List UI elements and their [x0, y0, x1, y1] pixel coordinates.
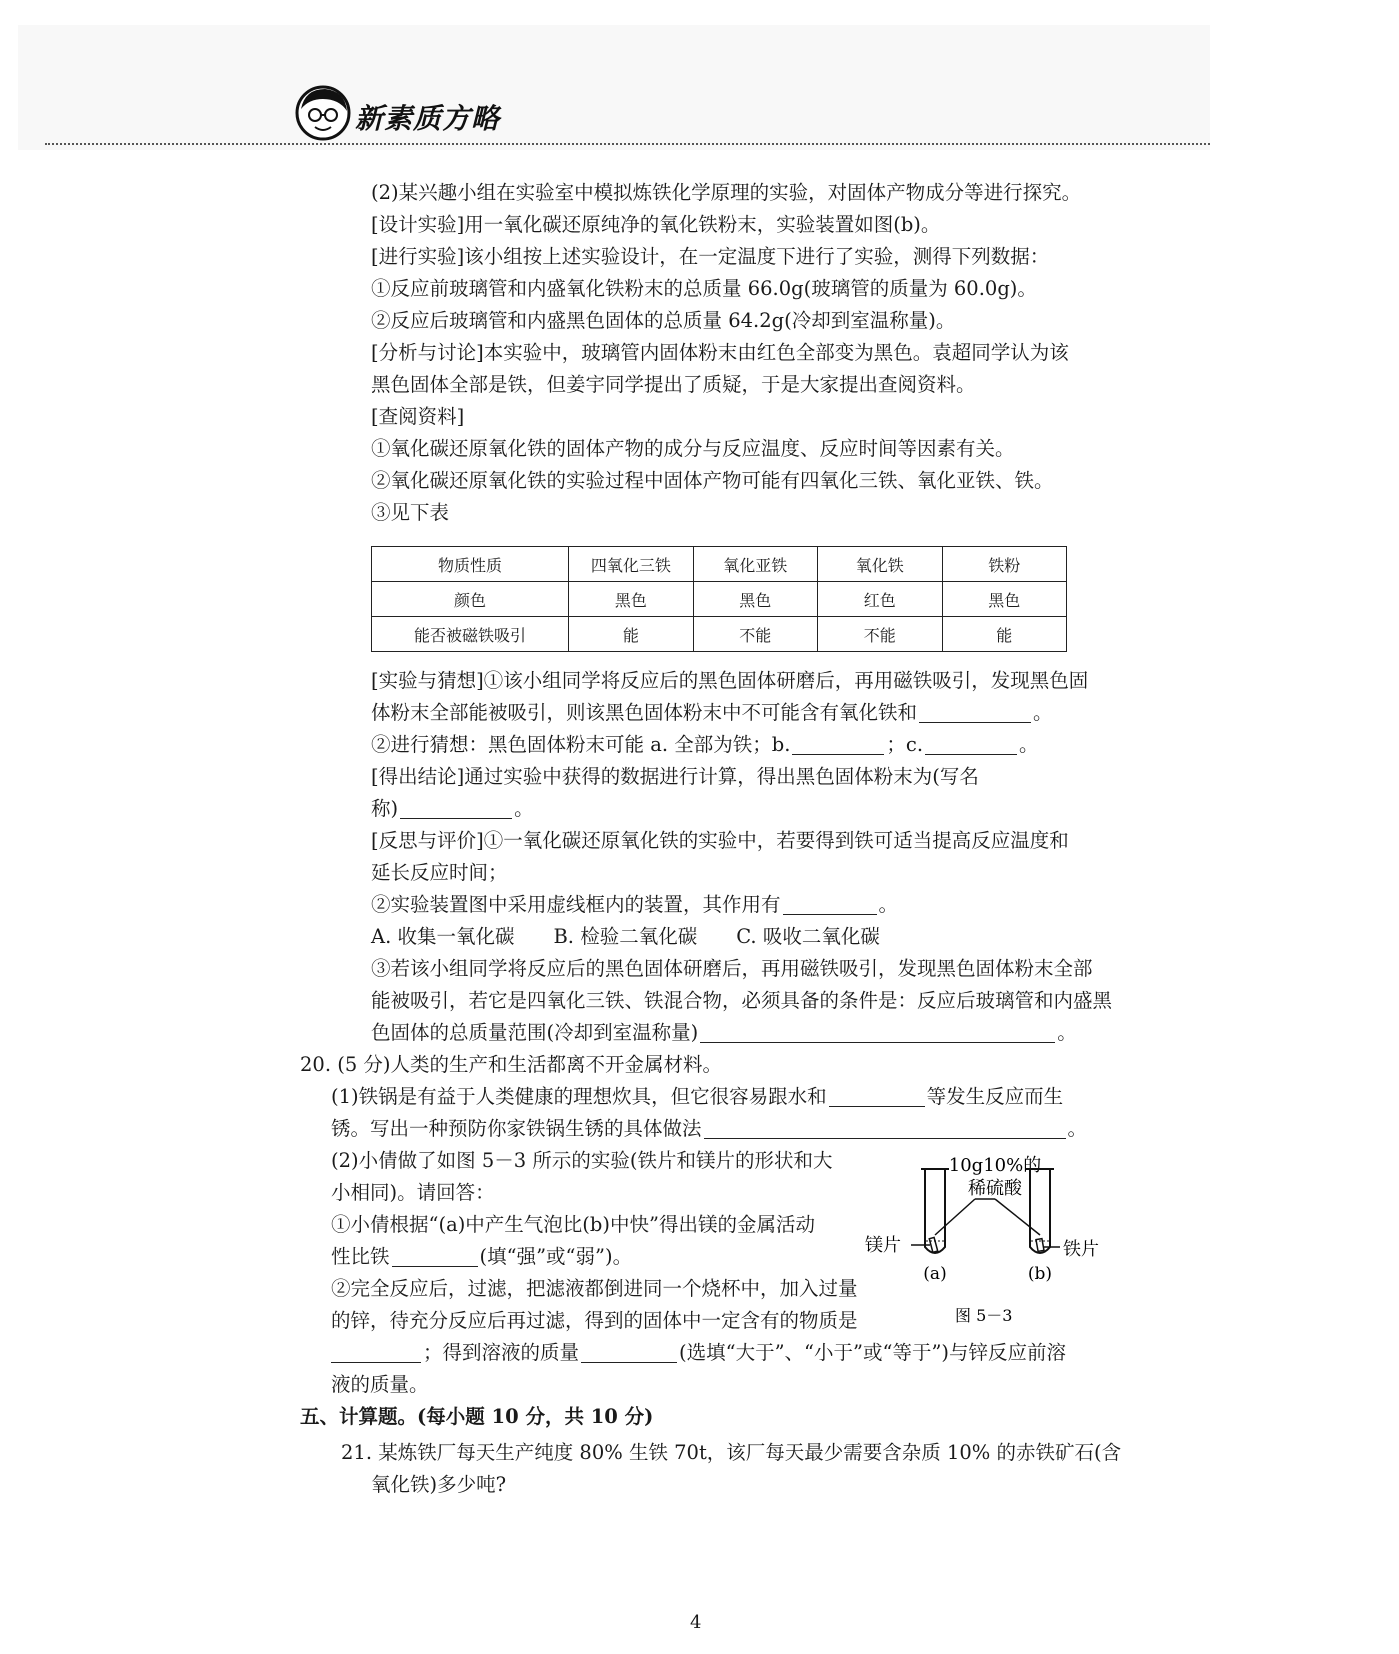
period: 。: [1033, 701, 1053, 724]
analysis-line-1: [分析与讨论]本实验中，玻璃管内固体粉末由红色全部变为黑色。袁超同学认为该: [371, 341, 1069, 364]
conclusion-line-2-text: 称): [371, 797, 399, 820]
table-header-cell: 四氧化三铁: [569, 547, 693, 582]
q20-q1-text: 性比铁: [331, 1245, 390, 1268]
fig-label-acid-2: 稀硫酸: [968, 1178, 1022, 1199]
q20-q2-text: ；得到溶液的质量: [423, 1341, 580, 1364]
table-header-cell: 物质性质: [372, 547, 569, 582]
table-header-cell: 铁粉: [942, 547, 1066, 582]
table-row: [372, 582, 1067, 617]
fig-label-tube-a: (a): [923, 1264, 947, 1284]
reference-3: ③见下表: [371, 501, 450, 524]
table-cell: 能: [569, 617, 693, 652]
q20-part2-line-2: 小相同)。请回答：: [331, 1181, 495, 1204]
answer-blank[interactable]: [700, 1022, 1055, 1043]
design-text: [设计实验]用一氧化碳还原纯净的氧化铁粉末，实验装置如图(b)。: [371, 213, 941, 236]
guess-2-line: [371, 732, 1039, 758]
guess-2-text: ②进行猜想：黑色固体粉末可能 a. 全部为铁；b.: [371, 733, 791, 756]
reference-1: ①氧化碳还原氧化铁的固体产物的成分与反应温度、反应时间等因素有关。: [371, 437, 1015, 460]
q21-line-2: 氧化铁)多少吨?: [371, 1473, 507, 1496]
conduct-text: [进行实验]该小组按上述实验设计，在一定温度下进行了实验，测得下列数据：: [371, 245, 1050, 268]
answer-blank[interactable]: [919, 702, 1031, 723]
answer-blank[interactable]: [400, 798, 512, 819]
reflect-3-line-1: ③若该小组同学将反应后的黑色固体研磨后，再用磁铁吸引，发现黑色固体粉末全部: [371, 957, 1093, 980]
reflect-3-line-3: [371, 1020, 1077, 1046]
section-5-title: 五、计算题。(每小题 10 分，共 10 分): [300, 1405, 654, 1428]
table-cell: 黑色: [693, 582, 817, 617]
reflect-2-line: [371, 892, 898, 918]
q20-q1-text-end: (填“强”或“弱”)。: [479, 1245, 633, 1268]
q20-q1-line-2: [331, 1244, 632, 1270]
fig-caption: 图 5－3: [955, 1306, 1013, 1325]
table-row: [372, 617, 1067, 652]
reflect-options: A. 收集一氧化碳 B. 检验二氧化碳 C. 吸收二氧化碳: [371, 925, 880, 948]
part2-intro: (2)某兴趣小组在实验室中模拟炼铁化学原理的实验，对固体产物成分等进行探究。: [371, 181, 1082, 204]
fig-label-iron: 铁片: [1063, 1239, 1099, 1260]
q20-part1-line-2: [331, 1116, 1087, 1142]
period: 。: [1067, 1117, 1088, 1140]
q20-part1-text: (1)铁锅是有益于人类健康的理想炊具，但它很容易跟水和: [331, 1085, 827, 1108]
cartoon-face-logo-icon: [295, 85, 351, 141]
analysis-line-2: 黑色固体全部是铁，但姜宇同学提出了质疑，于是大家提出查阅资料。: [371, 373, 976, 396]
fig-label-acid: 10g10%的: [948, 1155, 1042, 1176]
reflect-3-line-2: 能被吸引，若它是四氧化三铁、铁混合物，必须具备的条件是：反应后玻璃管和内盛黑: [371, 989, 1113, 1012]
table-header-cell: 氧化铁: [818, 547, 942, 582]
table-cell: 能: [942, 617, 1066, 652]
answer-blank[interactable]: [331, 1342, 421, 1363]
reflect-2-text: ②实验装置图中采用虚线框内的装置，其作用有: [371, 893, 781, 916]
table-cell: 颜色: [372, 582, 569, 617]
table-cell: 黑色: [942, 582, 1066, 617]
q20-part1-line-2-text: 锈。写出一种预防你家铁锅生锈的具体做法: [331, 1117, 702, 1140]
answer-blank[interactable]: [704, 1118, 1066, 1139]
brand-title: 新素质方略: [355, 102, 501, 135]
reflect-line-1: [反思与评价]①一氧化碳还原氧化铁的实验中，若要得到铁可适当提高反应温度和: [371, 829, 1069, 852]
test-tubes-diagram: [865, 1155, 1105, 1355]
fig-label-magnesium: 镁片: [865, 1235, 901, 1256]
q20-part1-text-end: 等发生反应而生: [926, 1085, 1064, 1108]
guess-line-1: [实验与猜想]①该小组同学将反应后的黑色固体研磨后，再用磁铁吸引，发现黑色固: [371, 669, 1089, 692]
period: 。: [1057, 1021, 1077, 1044]
q20-part1-line-1: [331, 1084, 1063, 1110]
table-cell: 不能: [818, 617, 942, 652]
answer-blank[interactable]: [925, 734, 1017, 755]
answer-blank[interactable]: [581, 1342, 677, 1363]
q20-q2-line-4: 液的质量。: [331, 1373, 429, 1396]
figure-5-3: [865, 1155, 1105, 1355]
period: 。: [878, 893, 899, 916]
q20-title: 20. (5 分)人类的生产和生活都离不开金属材料。: [300, 1053, 723, 1076]
fig-label-tube-b: (b): [1027, 1264, 1053, 1284]
period: 。: [1019, 733, 1039, 756]
header-band: [18, 25, 1210, 150]
table-cell: 黑色: [569, 582, 693, 617]
reference-2: ②氧化碳还原氧化铁的实验过程中固体产物可能有四氧化三铁、氧化亚铁、铁。: [371, 469, 1054, 492]
conclusion-line-1: [得出结论]通过实验中获得的数据进行计算，得出黑色固体粉末为(写名: [371, 765, 979, 788]
data-1: ①反应前玻璃管和内盛氧化铁粉末的总质量 66.0g(玻璃管的质量为 60.0g)。: [371, 277, 1037, 300]
table-cell: 能否被磁铁吸引: [372, 617, 569, 652]
reflect-line-2: 延长反应时间；: [371, 861, 508, 884]
data-2: ②反应后玻璃管和内盛黑色固体的总质量 64.2g(冷却到室温称量)。: [371, 309, 956, 332]
guess-line-2: [371, 700, 1053, 726]
q21-line-1: 21. 某炼铁厂每天生产纯度 80% 生铁 70t，该厂每天最少需要含杂质 10% 的赤铁矿石(含: [341, 1441, 1122, 1464]
properties-table: [371, 546, 1067, 652]
q20-q2-line-1: ②完全反应后，过滤，把滤液都倒进同一个烧杯中，加入过量: [331, 1277, 858, 1300]
table-header-cell: 氧化亚铁: [693, 547, 817, 582]
q20-part2-line-1: (2)小倩做了如图 5－3 所示的实验(铁片和镁片的形状和大: [331, 1149, 833, 1172]
reflect-3-line-3-text: 色固体的总质量范围(冷却到室温称量): [371, 1021, 699, 1044]
header-divider: [45, 143, 1210, 145]
page-number: 4: [690, 1612, 702, 1633]
answer-blank[interactable]: [829, 1086, 925, 1107]
period: 。: [514, 797, 534, 820]
q20-q2-text-end: (选填“大于”、“小于”或“等于”)与锌反应前溶: [679, 1341, 1067, 1364]
answer-blank[interactable]: [792, 734, 884, 755]
table-header-row: [372, 547, 1067, 582]
guess-line-2-text: 体粉末全部能被吸引，则该黑色固体粉末中不可能含有氧化铁和: [371, 701, 918, 724]
q20-q1-line-1: ①小倩根据“(a)中产生气泡比(b)中快”得出镁的金属活动: [331, 1213, 815, 1236]
table-cell: 红色: [818, 582, 942, 617]
q20-q2-line-2: 的锌，待充分反应后再过滤，得到的固体中一定含有的物质是: [331, 1309, 858, 1332]
lookup-heading: [查阅资料]: [371, 405, 465, 428]
answer-blank[interactable]: [783, 894, 877, 915]
guess-2-sep: ；c.: [886, 733, 924, 756]
answer-blank[interactable]: [392, 1246, 478, 1267]
conclusion-line-2: [371, 796, 534, 822]
table-cell: 不能: [693, 617, 817, 652]
